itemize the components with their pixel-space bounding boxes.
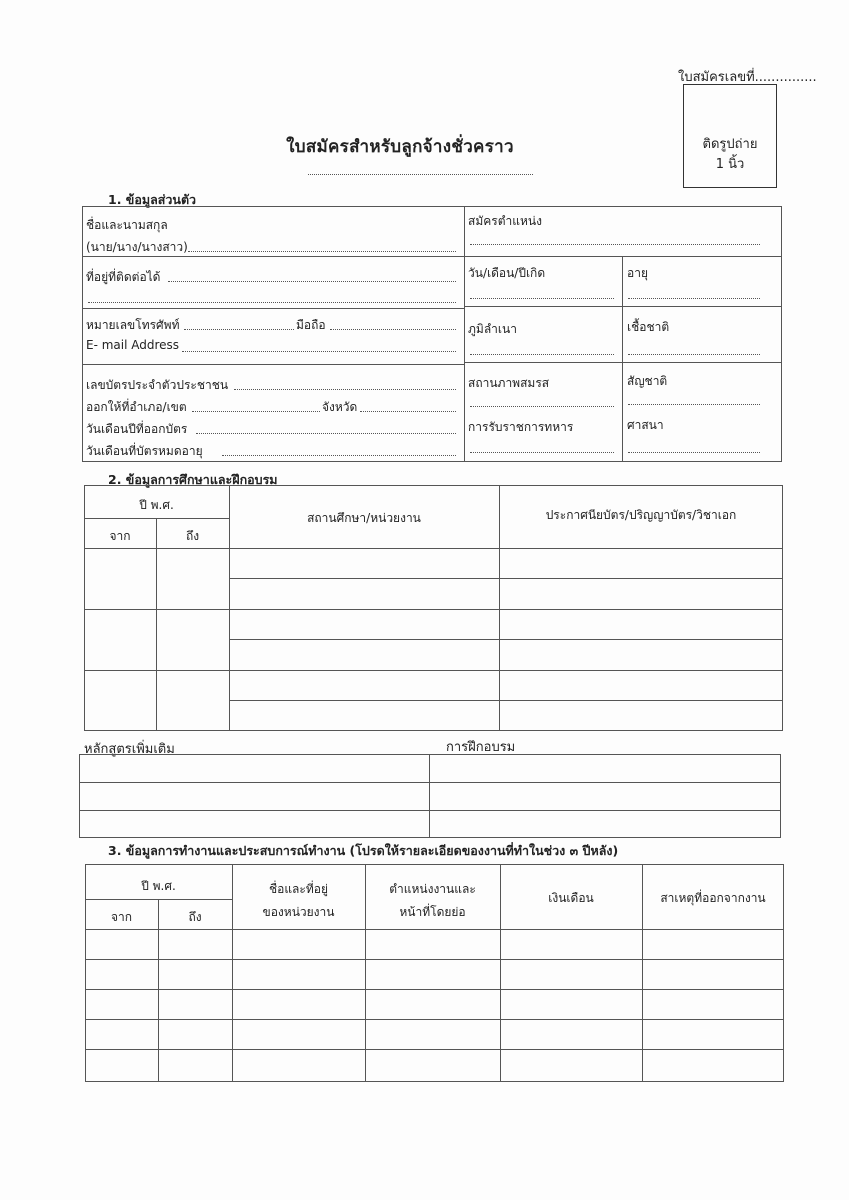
dob-field[interactable] xyxy=(470,298,614,299)
training-label: การฝึกอบรม xyxy=(446,740,516,755)
edu-row-b xyxy=(84,609,783,610)
email-field[interactable] xyxy=(182,351,456,352)
expiry-date-field[interactable] xyxy=(222,455,456,456)
training-row-a xyxy=(79,782,781,783)
idcard-label: เลขบัตรประจำตัวประชาชน xyxy=(86,378,229,392)
work-from-header: จาก xyxy=(110,910,133,924)
title-underline xyxy=(308,174,533,175)
section1-heading: 1. ข้อมูลส่วนตัว xyxy=(108,192,197,207)
work-salary-header: เงินเดือน xyxy=(548,891,594,905)
issued-district-field[interactable] xyxy=(192,411,320,412)
age-label: อายุ xyxy=(627,266,648,280)
work-to-header: ถึง xyxy=(188,910,202,924)
edu-row-e xyxy=(229,700,783,701)
training-table xyxy=(79,754,781,838)
personal-row-3a xyxy=(82,364,464,365)
personal-row-2b xyxy=(464,306,782,307)
work-employer-header-2: ของหน่วยงาน xyxy=(262,905,335,919)
personal-row-3b xyxy=(464,362,782,363)
marital-label: สถานภาพสมรส xyxy=(468,376,550,390)
phone-field[interactable] xyxy=(184,329,294,330)
edu-from-header: จาก xyxy=(109,529,131,543)
application-number-label: ใบสมัครเลขที่ xyxy=(678,70,755,85)
issue-date-field[interactable] xyxy=(196,433,456,434)
name-prefix-label: (นาย/นาง/นางสาว) xyxy=(86,240,188,254)
photo-box xyxy=(683,84,777,188)
photo-box-label: ติดรูปถ่าย xyxy=(702,137,758,152)
address-field-1[interactable] xyxy=(168,281,456,282)
work-employer-header-1: ชื่อและที่อยู่ xyxy=(268,882,329,896)
position-field[interactable] xyxy=(470,244,760,245)
work-reason-header: สาเหตุที่ออกจากงาน xyxy=(660,891,766,905)
application-number-dots: ............... xyxy=(754,70,817,85)
hometown-label: ภูมิลำเนา xyxy=(468,322,517,336)
extra-course-label: หลักสูตรเพิ่มเติม xyxy=(84,742,175,757)
nationality-label: สัญชาติ xyxy=(627,374,668,388)
edu-year-divider xyxy=(84,518,229,519)
race-field[interactable] xyxy=(628,354,760,355)
edu-year-header: ปี พ.ศ. xyxy=(139,498,174,512)
idcard-field[interactable] xyxy=(234,389,456,390)
work-year-header: ปี พ.ศ. xyxy=(141,879,176,893)
edu-institution-header: สถานศึกษา/หน่วยงาน xyxy=(307,511,421,525)
province-field[interactable] xyxy=(360,411,456,412)
section2-heading: 2. ข้อมูลการศึกษาและฝึกอบรม xyxy=(108,472,278,487)
work-year-divider xyxy=(85,899,232,900)
work-position-header-2: หน้าที่โดยย่อ xyxy=(399,905,466,919)
expiry-date-label: วันเดือนที่บัตรหมดอายุ xyxy=(86,444,203,458)
position-label: สมัครตำแหน่ง xyxy=(468,214,542,228)
edu-col-1b xyxy=(156,518,157,731)
edu-row-a xyxy=(229,578,783,579)
email-label: E- mail Address xyxy=(86,338,180,352)
military-field[interactable] xyxy=(470,452,614,453)
issued-district-label: ออกให้ที่อำเภอ/เขต xyxy=(86,400,187,414)
training-col xyxy=(429,754,430,838)
edu-row-c xyxy=(229,639,783,640)
training-row-b xyxy=(79,810,781,811)
address-field-2[interactable] xyxy=(88,302,456,303)
work-row-a xyxy=(85,959,784,960)
edu-row-d xyxy=(84,670,783,671)
work-row-d xyxy=(85,1049,784,1050)
section3-heading: 3. ข้อมูลการทำงานและประสบการณ์ทำงาน (โปรดให้รายละเอียดของงานที่ทำในช่วง ๓ ปีหลัง) xyxy=(108,843,619,858)
mobile-label: มือถือ xyxy=(296,318,326,332)
religion-field[interactable] xyxy=(628,452,760,453)
edu-header-bottom xyxy=(84,548,783,549)
edu-to-header: ถึง xyxy=(185,529,200,543)
mobile-field[interactable] xyxy=(330,329,456,330)
phone-label: หมายเลขโทรศัพท์ xyxy=(86,318,180,332)
hometown-field[interactable] xyxy=(470,354,614,355)
issue-date-label: วันเดือนปีที่ออกบัตร xyxy=(86,422,188,436)
personal-row-2a xyxy=(82,308,464,309)
address-label: ที่อยู่ที่ติดต่อได้ xyxy=(86,270,161,284)
work-row-b xyxy=(85,989,784,990)
photo-box-size: 1 นิ้ว xyxy=(715,157,745,172)
page-title: ใบสมัครสำหรับลูกจ้างชั่วคราว xyxy=(286,137,514,157)
personal-col-divider-2 xyxy=(622,256,623,462)
race-label: เชื้อชาติ xyxy=(627,320,670,334)
province-label: จังหวัด xyxy=(322,400,358,414)
work-row-c xyxy=(85,1019,784,1020)
dob-label: วัน/เดือน/ปีเกิด xyxy=(468,266,546,280)
religion-label: ศาสนา xyxy=(627,418,664,432)
work-position-header-1: ตำแหน่งงานและ xyxy=(389,882,476,896)
work-header-bottom xyxy=(85,929,784,930)
age-field[interactable] xyxy=(628,298,760,299)
personal-col-divider xyxy=(464,206,465,462)
name-field[interactable] xyxy=(188,251,456,252)
military-label: การรับราชการทหาร xyxy=(468,420,574,434)
marital-field[interactable] xyxy=(470,406,614,407)
nationality-field[interactable] xyxy=(628,404,760,405)
edu-degree-header: ประกาศนียบัตร/ปริญญาบัตร/วิชาเอก xyxy=(545,508,737,522)
name-label: ชื่อและนามสกุล xyxy=(86,218,168,232)
